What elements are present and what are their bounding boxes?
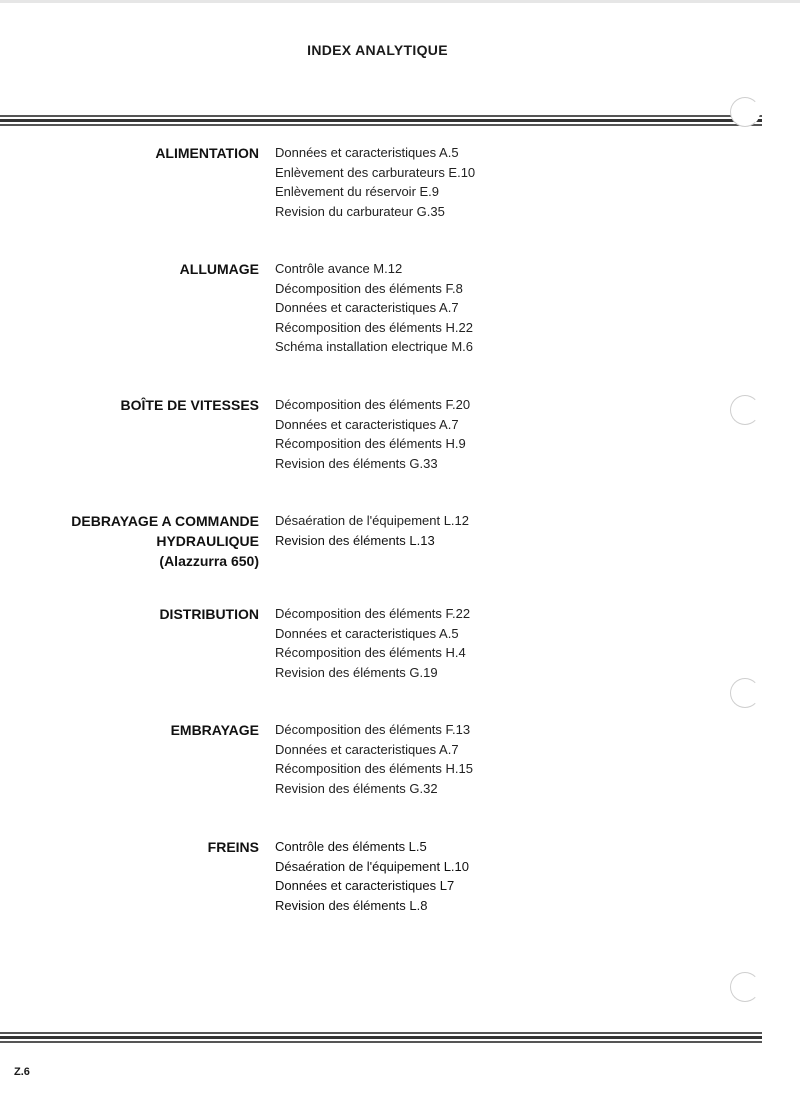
- index-entry: Données et caracteristiques A.7: [275, 300, 459, 315]
- bottom-rule: [0, 1032, 762, 1045]
- punch-hole-2: [730, 395, 760, 425]
- index-entry: Récomposition des éléments H.22: [275, 319, 473, 335]
- index-entry: Contrôle des éléments L.5: [275, 839, 427, 854]
- index-entry: Désaération de l'équipement L.12: [275, 513, 470, 528]
- section-entries: [275, 837, 469, 915]
- index-entry: Revision des éléments G.33: [275, 455, 438, 471]
- punch-hole-1: [730, 97, 760, 127]
- section-entries: [275, 259, 473, 357]
- section-heading: BOÎTE DE VITESSES: [120, 397, 259, 413]
- index-entry: Données et caracteristiques A.7: [275, 741, 459, 757]
- punch-hole-4: [730, 972, 760, 1002]
- page-number: Z.6: [14, 1066, 30, 1078]
- index-entry: Récomposition des éléments H.4: [275, 645, 466, 660]
- index-entry: Données et caracteristiques A.5: [275, 145, 459, 160]
- index-entry: Schéma installation electrique M.6: [275, 339, 473, 354]
- index-entry: Désaération de l'équipement L.10: [275, 858, 470, 874]
- top-rule: [0, 115, 762, 128]
- index-entry: Enlèvement du réservoir E.9: [275, 184, 440, 199]
- index-entry: Revision des éléments L.8: [275, 897, 428, 913]
- index-entry: Revision des éléments L.13: [275, 532, 435, 548]
- section-entries: [275, 143, 475, 221]
- section-heading: ALIMENTATION: [155, 145, 259, 161]
- index-entry: Décomposition des éléments F.13: [275, 722, 471, 737]
- index-entry: Revision des éléments G.32: [275, 780, 438, 796]
- page-title: INDEX ANALYTIQUE: [307, 42, 448, 58]
- section-heading: EMBRAYAGE: [170, 722, 259, 738]
- section-entries: [275, 395, 470, 473]
- section-heading: FREINS: [207, 839, 259, 855]
- index-entry: Contrôle avance M.12: [275, 261, 403, 276]
- index-entry: Données et caracteristiques A.7: [275, 416, 459, 432]
- index-entry: Données et caracteristiques L7: [275, 878, 455, 893]
- index-entry: Données et caracteristiques A.5: [275, 625, 459, 641]
- section-heading: ALLUMAGE: [179, 261, 259, 277]
- index-entry: Récomposition des éléments H.15: [275, 761, 473, 776]
- section-heading: DEBRAYAGE A COMMANDE HYDRAULIQUE (Alazzurra 650): [71, 513, 259, 569]
- index-entry: Décomposition des éléments F.8: [275, 280, 463, 296]
- section-heading: DISTRIBUTION: [159, 606, 259, 622]
- index-entry: Enlèvement des carburateurs E.10: [275, 164, 476, 180]
- punch-hole-3: [730, 678, 760, 708]
- section-entries: [275, 720, 473, 798]
- section-entries: [275, 511, 469, 550]
- index-entry: Décomposition des éléments F.22: [275, 606, 471, 621]
- index-entry: Revision du carburateur G.35: [275, 203, 445, 219]
- index-entry: Revision des éléments G.19: [275, 664, 438, 680]
- section-entries: [275, 604, 470, 682]
- index-entry: Décomposition des éléments F.20: [275, 397, 471, 412]
- page-top-edge: [0, 0, 800, 3]
- index-entry: Récomposition des éléments H.9: [275, 436, 466, 451]
